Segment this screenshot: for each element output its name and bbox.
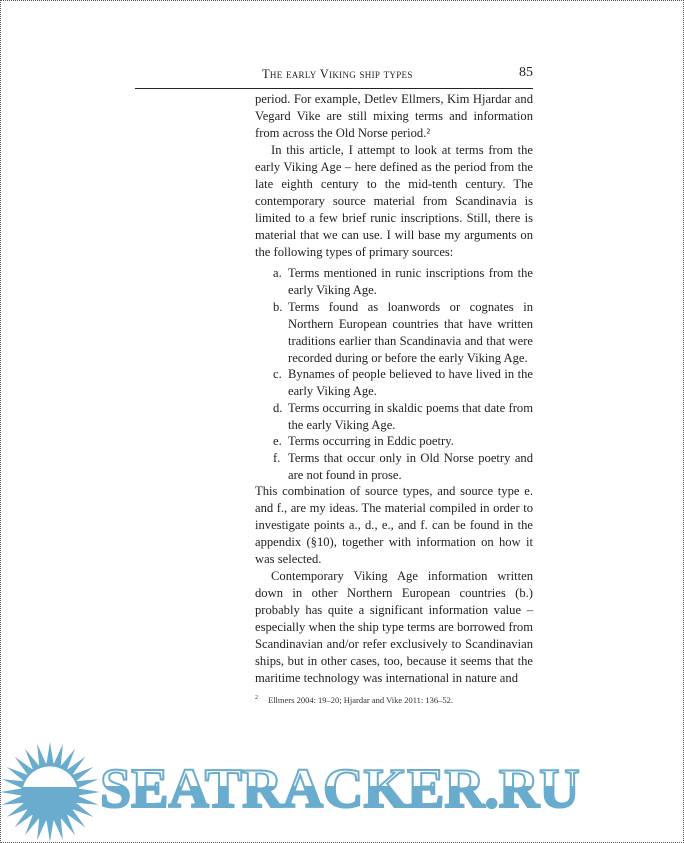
list-item: [255, 450, 533, 484]
paragraph: Contemporary Viking Age information written down in other Northern European countries (b.) probably has quite a significant information value – especially when the ship type terms are borrowed from Scandinavian and/or refer exclusively to Scandinavian ships, but in other cases, too, because it seems that the maritime technology was international in nature and: [255, 569, 533, 685]
list-text: Terms occurring in Eddic poetry.: [288, 434, 454, 448]
watermark-text: SEATRACKER.RU: [100, 754, 670, 824]
source-type-list: [255, 265, 533, 484]
list-text: Terms that occur only in Old Norse poetry and are not found in prose.: [288, 450, 533, 482]
paragraph: This combination of source types, and source type e. and f., are my ideas. The material compiled in order to investigate points a., d., e., and f. can be found in the appendix (§10), together with information on how it was selected.: [255, 484, 533, 566]
sun-icon: [0, 740, 100, 843]
list-item: [255, 299, 533, 367]
list-marker: b.: [273, 299, 283, 314]
list-item: [255, 265, 533, 299]
running-header: [135, 64, 533, 89]
footnote-text: Ellmers 2004: 19–20; Hjardar and Vike 2011: 136–52.: [268, 695, 454, 705]
list-item: [255, 433, 533, 450]
watermark: [0, 740, 684, 843]
list-marker: e.: [273, 434, 282, 448]
list-item: [255, 400, 533, 434]
running-title: The early Viking ship types: [262, 67, 413, 81]
list-text: Terms occurring in skaldic poems that date from the early Viking Age.: [288, 400, 533, 432]
list-marker: a.: [273, 266, 282, 280]
paragraph: period. For example, Detlev Ellmers, Kim Hjardar and Vegard Vike are still mixing terms and information from across the Old Norse period.²: [255, 92, 533, 140]
list-text: Terms found as loanwords or cognates in Northern European countries that have written traditions earlier than Scandinavia and that were recorded during or before the early Viking Age.: [288, 299, 533, 365]
footnote: [255, 695, 453, 705]
footnote-number: 2: [255, 695, 258, 701]
paragraph: In this article, I attempt to look at terms from the early Viking Age – here defined as the period from the late eighth century to the mid-tenth century. The contemporary source material from Scandinavia is limited to a few brief runic inscriptions. Still, there is material that we can use. I will base my arguments on the following types of primary sources:: [255, 143, 533, 259]
page-number: 85: [519, 65, 533, 80]
list-text: Bynames of people believed to have lived in the early Viking Age.: [288, 367, 533, 398]
body-text: [255, 91, 533, 687]
list-marker: f.: [273, 450, 281, 465]
list-text: Terms mentioned in runic inscriptions from the early Viking Age.: [288, 266, 533, 297]
list-item: [255, 366, 533, 400]
list-marker: c.: [273, 367, 282, 381]
list-marker: d.: [273, 400, 283, 415]
